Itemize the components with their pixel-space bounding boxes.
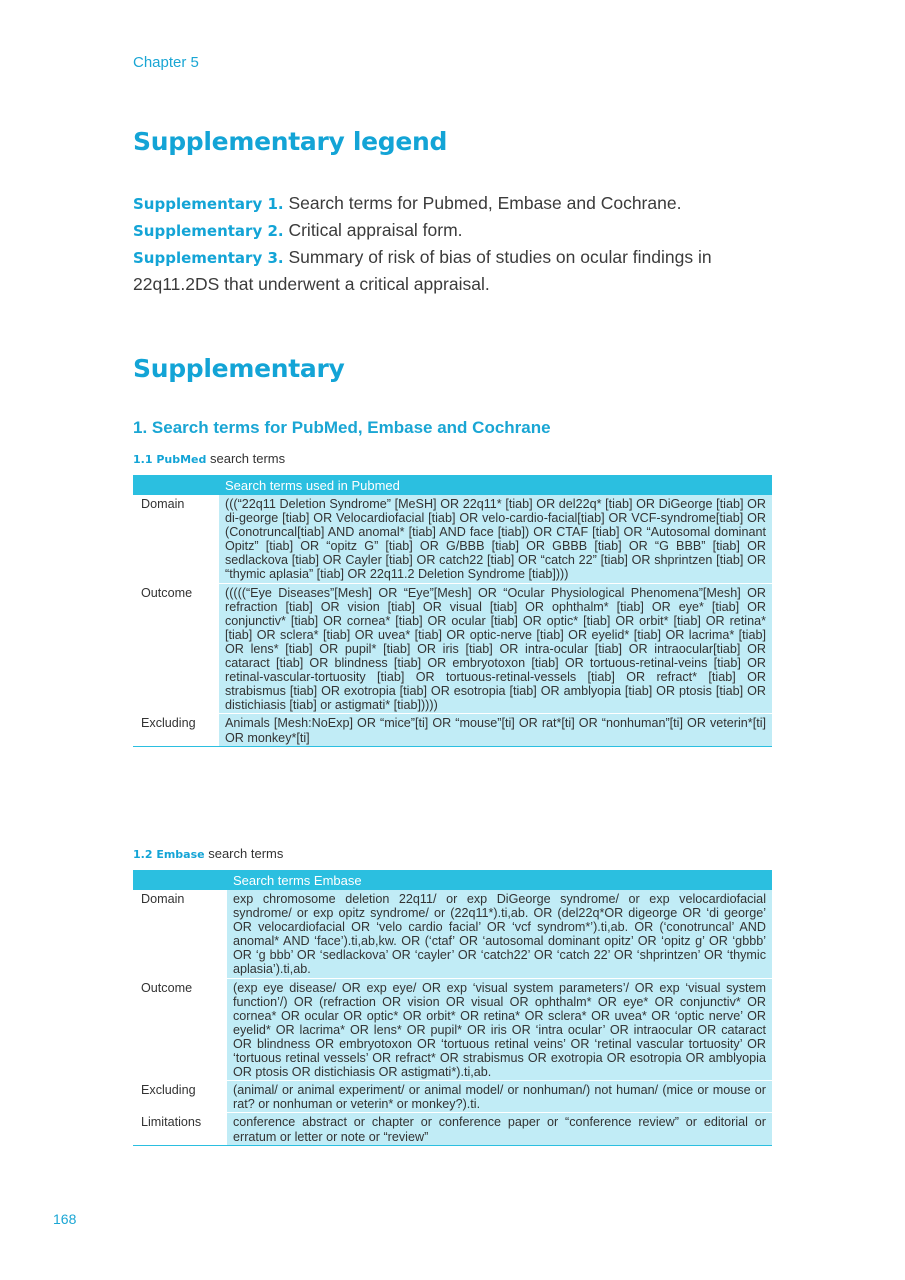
chapter-label: Chapter 5 [133, 54, 199, 71]
pubmed-sub-text: search terms [206, 451, 286, 466]
page-number: 168 [53, 1211, 77, 1227]
legend-item-text: Summary of risk of bias of studies on ocular findings in 22q11.2DS that underwent a critical appraisal. [133, 247, 712, 294]
table-row [133, 890, 772, 978]
legend-item [133, 190, 773, 217]
row-value: conference abstract or chapter or conference paper or “conference review” or editorial or erratum or letter or note or “review” [227, 1113, 772, 1145]
embase-table-header: Search terms Embase [227, 870, 772, 890]
pubmed-table-header: Search terms used in Pubmed [219, 475, 772, 495]
embase-subheading [133, 846, 283, 861]
row-value: exp chromosome deletion 22q11/ or exp DiGeorge syndrome/ or exp velocardiofacial syndrome/ or exp opitz syndrome/ or (22q11*).ti,ab. OR (del22q*OR digeorge OR ‘di george’ OR velocardiofacial OR ‘velo cardio facial’ OR ‘vcf syndrom*’).ti,ab. OR (‘conotruncal’ AND anomal* AND ‘face’).ti,ab,kw. OR (‘ctaf’ OR ‘autosomal dominant opitz’ OR ‘opitz g’ OR ‘gbbb’ OR ‘g bbb’ OR ‘sedlackova’ OR ‘cayler’ OR ‘catch22’ OR ‘catch 22’ OR ‘shprintzen’ OR ‘thymic aplasia’).ti,ab. [227, 890, 772, 978]
legend-item-text: Search terms for Pubmed, Embase and Cochrane. [288, 193, 682, 213]
embase-table [133, 870, 772, 1146]
embase-sub-label: 1.2 Embase [133, 848, 205, 861]
table-row [133, 583, 772, 714]
legend-item [133, 217, 773, 244]
supplementary-title: Supplementary [133, 354, 345, 383]
pubmed-table [133, 475, 772, 747]
legend-item-text: Critical appraisal form. [288, 220, 463, 240]
row-value: Animals [Mesh:NoExp] OR “mice”[ti] OR “mouse”[ti] OR rat*[ti] OR “nonhuman”[ti] OR veterin*[ti] OR monkey*[ti] [219, 714, 772, 746]
table-row [133, 495, 772, 583]
legend-item [133, 244, 773, 297]
pubmed-sub-label: 1.1 PubMed [133, 453, 207, 466]
row-label: Domain [133, 890, 227, 978]
row-value: (((“22q11 Deletion Syndrome” [MeSH] OR 22q11* [tiab] OR del22q* [tiab] OR DiGeorge [tiab] OR di-george [tiab] OR Velocardiofacial [tiab] OR velo-cardio-facial[tiab] OR VCF-syndrome[tiab] OR (Conotruncal[tiab] AND anomal* [tiab] AND face [tiab]) OR CTAF [tiab] OR “Autosomal dominant Opitz” [tiab] OR “opitz G” [tiab] OR G/BBB [tiab] OR GBBB [tiab] OR “G BBB” [tiab] OR sedlackova [tiab] OR Cayler [tiab] OR catch22 [tiab] OR “catch 22” [tiab] OR shprintzen [tiab] OR “thymic aplasia” [tiab] OR 22q11.2 Deletion Syndrome [tiab]))) [219, 495, 772, 583]
row-label: Excluding [133, 1081, 227, 1113]
legend-item-label: Supplementary 2. [133, 222, 284, 240]
row-label: Outcome [133, 978, 227, 1081]
table-row [133, 1081, 772, 1113]
table-row [133, 978, 772, 1081]
table-row [133, 1113, 772, 1145]
embase-sub-text: search terms [204, 846, 284, 861]
row-label: Domain [133, 495, 219, 583]
row-label: Limitations [133, 1113, 227, 1145]
row-label: Outcome [133, 583, 219, 714]
table-header-blank [133, 870, 227, 890]
legend-title: Supplementary legend [133, 127, 448, 156]
row-value: (exp eye disease/ OR exp eye/ OR exp ‘visual system parameters’/ OR exp ‘visual system function’/) OR (refraction OR vision OR visual OR ophthalm* OR eye* OR conjunctiv* OR cornea* OR ocular OR optic* OR orbit* OR retina* OR sclera* OR uvea* OR ‘optic nerve’ OR eyelid* OR lacrima* OR lens* OR pupil* OR iris OR ‘intra ocular’ OR intraocular OR cataract OR blindness OR embryotoxon OR ‘tortuous retinal veins’ OR ‘retinal vascular tortuosity’ OR ‘tortuous retinal vessels’ OR refract* OR strabismus OR exotropia OR esotropia OR amblyopia OR ptosis OR distichiasis OR astigmati*).ti,ab. [227, 978, 772, 1081]
table-row [133, 714, 772, 746]
pubmed-subheading [133, 451, 285, 466]
row-value: (animal/ or animal experiment/ or animal model/ or nonhuman/) not human/ (mice or mouse or rat? or nonhuman or veterin* or monkey?).ti. [227, 1081, 772, 1113]
legend-item-label: Supplementary 3. [133, 249, 284, 267]
row-value: (((((“Eye Diseases”[Mesh] OR “Eye”[Mesh] OR “Ocular Physiological Phenomena”[Mesh] OR refraction [tiab] OR vision [tiab] OR visual [tiab] OR ophthalm* [tiab] OR eye* [tiab] OR conjunctiv* [tiab] OR cornea* [tiab] OR ocular [tiab] OR optic* [tiab] OR orbit* [tiab] OR retina* [tiab] OR sclera* [tiab] OR uvea* [tiab] OR optic-nerve [tiab] OR eyelid* [tiab] OR lacrima* [tiab] OR lens* [tiab] OR pupil* [tiab] OR iris [tiab] OR intra-ocular [tiab] OR intraocular[tiab] OR cataract [tiab] OR blindness [tiab] OR embryotoxon [tiab] OR tortuous-retinal-veins [tiab] OR retinal-vascular-tortuosity [tiab] OR tortuous-retinal-vessels [tiab] OR refract* [tiab] OR strabismus [tiab] OR exotropia [tiab] OR esotropia [tiab] OR amblyopia [tiab] OR ptosis [tiab] OR distichiasis [tiab] or astigmati* [tiab])))) [219, 583, 772, 714]
section-title: 1. Search terms for PubMed, Embase and Cochrane [133, 418, 551, 437]
row-label: Excluding [133, 714, 219, 746]
legend-list [133, 190, 773, 297]
table-header-blank [133, 475, 219, 495]
legend-item-label: Supplementary 1. [133, 195, 284, 213]
